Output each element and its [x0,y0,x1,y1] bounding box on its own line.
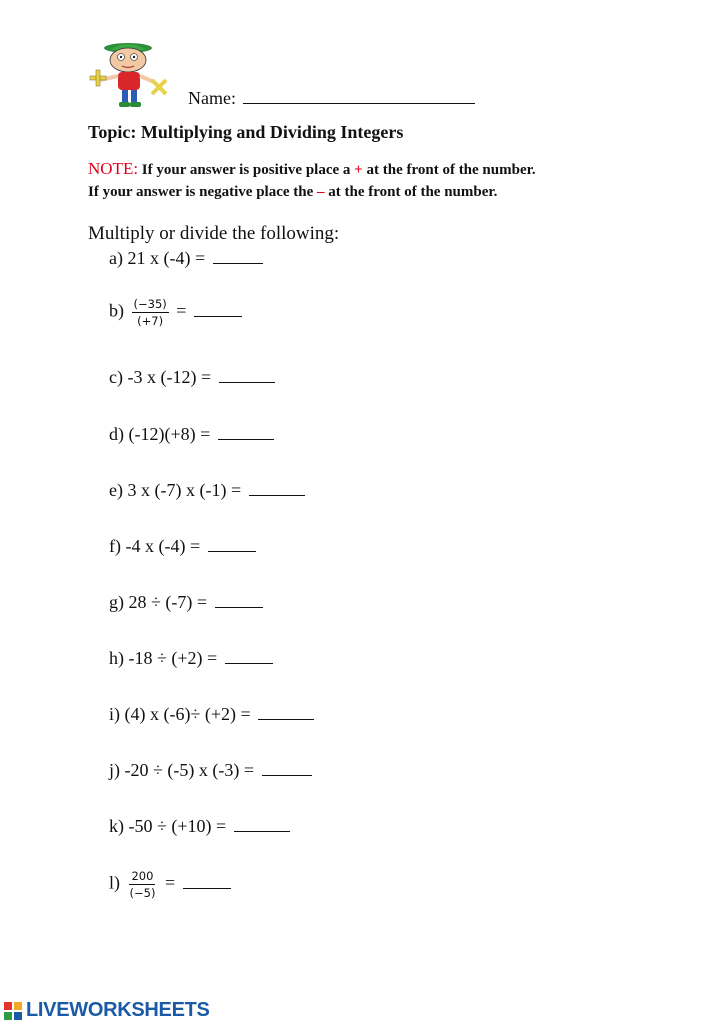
answer-field-d[interactable] [218,424,274,440]
answer-field-b[interactable] [194,301,242,317]
question-label: b) [109,300,124,321]
fraction-denominator: (+7) [137,314,164,328]
topic-title: Topic: Multiplying and Dividing Integers [88,122,404,142]
answer-field-h[interactable] [225,648,273,664]
plus-sign: + [354,162,363,178]
question-expression: -18 ÷ (+2) = [128,648,218,668]
answer-field-i[interactable] [258,704,314,720]
note-block [88,158,536,203]
note-line1-end: at the front of the number. [366,162,536,178]
equals-sign: = [164,872,176,893]
student-mascot-illustration [88,40,188,110]
fraction-numerator: (−35) [133,297,167,311]
question-e [109,480,305,501]
question-k [109,816,290,837]
question-c [109,367,275,388]
answer-field-e[interactable] [249,480,305,496]
name-answer-field[interactable] [243,88,475,104]
instructions: Multiply or divide the following: [88,223,340,244]
question-b [109,297,242,328]
question-label: a) [109,248,123,268]
question-h [109,648,273,669]
question-expression: (-12)(+8) = [128,424,211,444]
question-label: h) [109,648,124,668]
question-l [109,869,231,900]
answer-field-j[interactable] [262,760,312,776]
note-line1-start: If your answer is positive place a [141,162,351,178]
liveworksheets-logo-icon [4,1002,22,1020]
answer-field-a[interactable] [213,248,263,264]
fraction-numerator: 200 [131,869,154,883]
answer-field-k[interactable] [234,816,290,832]
question-expression: -4 x (-4) = [125,536,201,556]
question-label: l) [109,872,120,893]
question-expression: -3 x (-12) = [127,367,212,387]
question-expression: 21 x (-4) = [127,248,206,268]
note-line2-start: If your answer is negative place the [88,184,314,200]
question-label: j) [109,760,120,780]
answer-field-f[interactable] [208,536,256,552]
name-row [188,88,475,109]
question-label: i) [109,704,120,724]
question-expression: 3 x (-7) x (-1) = [127,480,242,500]
liveworksheets-brand: LIVEWORKSHEETS [26,999,210,1021]
fraction [132,297,169,328]
answer-field-g[interactable] [215,592,263,608]
fraction-denominator: (−5) [129,886,156,900]
question-label: g) [109,592,124,612]
question-expression: (4) x (-6)÷ (+2) = [124,704,251,724]
question-expression: -50 ÷ (+10) = [128,816,227,836]
question-d [109,424,274,445]
question-label: c) [109,367,123,387]
question-expression: 28 ÷ (-7) = [128,592,208,612]
note-label: NOTE: [88,159,139,178]
question-f [109,536,256,557]
name-label: Name: [188,88,236,108]
question-label: e) [109,480,123,500]
question-i [109,704,314,725]
answer-field-c[interactable] [219,367,275,383]
answer-field-l[interactable] [183,873,231,889]
question-label: f) [109,536,121,556]
note-line2-end: at the front of the number. [328,184,498,200]
question-g [109,592,263,613]
fraction [128,869,158,900]
question-expression: -20 ÷ (-5) x (-3) = [124,760,254,780]
question-label: d) [109,424,124,444]
minus-sign: – [317,184,325,200]
question-label: k) [109,816,124,836]
question-a [109,248,263,269]
equals-sign: = [176,300,187,321]
question-j [109,760,312,781]
